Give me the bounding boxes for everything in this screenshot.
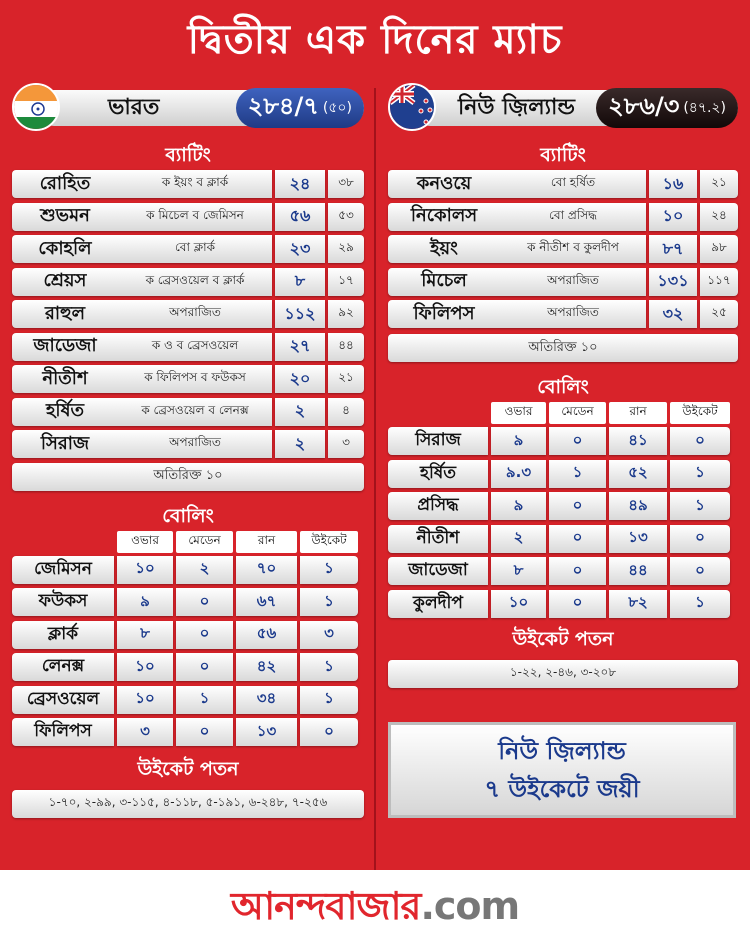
batter-name: শ্রেয়স xyxy=(43,270,87,291)
bowling-overs: ৯ xyxy=(117,588,173,616)
dismissal: অপরাজিত xyxy=(169,305,221,319)
balls: ২১ xyxy=(700,170,738,198)
batting-row xyxy=(12,170,364,198)
balls: ৯৮ xyxy=(700,235,738,263)
india-panel xyxy=(12,84,364,818)
nz-bowling-label: বোলিং xyxy=(537,376,589,398)
batting-row xyxy=(12,203,364,231)
bowling-overs: ৮ xyxy=(491,557,546,585)
bowling-runs: ৪১ xyxy=(609,427,667,455)
bowling-runs: ৭০ xyxy=(236,556,297,584)
dismissal: ক ব্রেসওয়েল ব ক্লার্ক xyxy=(145,272,245,287)
bowling-overs: ১০ xyxy=(117,556,173,584)
bowling-row xyxy=(12,718,364,746)
bowler-name: হর্ষিত xyxy=(388,460,488,488)
batter-cell xyxy=(12,235,272,263)
bowling-runs: ৬৭ xyxy=(236,588,297,616)
nz-fow: ১-২২, ২-৪৬, ৩-২০৮ xyxy=(388,660,738,688)
nz-score-badge xyxy=(596,88,738,128)
bowling-overs: ৯ xyxy=(491,492,546,520)
dismissal: ক ফিলিপস ব ফউকস xyxy=(144,370,246,384)
bowling-wickets: ০ xyxy=(670,525,730,553)
batter-name: সিরাজ xyxy=(40,432,90,454)
runs: ২৭ xyxy=(275,333,325,361)
bowling-wickets: ১ xyxy=(300,588,358,616)
dismissal: অপরাজিত xyxy=(547,305,599,319)
footer xyxy=(0,870,750,947)
india-team-header xyxy=(12,84,364,130)
bowling-row xyxy=(388,590,738,618)
bowling-wickets: ১ xyxy=(670,460,730,488)
logo-text: আনন্দবাজার xyxy=(230,883,421,928)
batter-name: কনওয়ে xyxy=(416,172,472,194)
dismissal: ক মিচেল ব জেমিসন xyxy=(146,207,244,222)
batter-name: মিচেল xyxy=(421,270,467,291)
batter-name: নিকোলস xyxy=(410,205,478,226)
balls: ২৪ xyxy=(700,203,738,231)
india-score-badge xyxy=(236,88,364,128)
bowling-row xyxy=(388,492,738,520)
india-total: ২৮৪/৭ xyxy=(247,92,319,120)
bowling-runs: ১৩ xyxy=(236,718,297,746)
bowling-row xyxy=(12,686,364,714)
runs: ৮ xyxy=(275,268,325,296)
bowling-wickets: ০ xyxy=(670,557,730,585)
balls: ২১ xyxy=(328,365,364,393)
batter-name: শুভমন xyxy=(40,205,90,226)
bowling-row xyxy=(388,525,738,553)
bowling-overs: ৯ xyxy=(491,427,546,455)
runs: ২০ xyxy=(275,365,325,393)
batting-row xyxy=(12,365,364,393)
dismissal: অপরাজিত xyxy=(169,435,221,449)
balls: ২৫ xyxy=(700,300,738,328)
balls: ৫৩ xyxy=(328,203,364,231)
bowler-name: নীতীশ xyxy=(388,525,488,553)
header-overs: ওভার xyxy=(117,531,173,553)
header-runs: রান xyxy=(609,402,667,424)
bowler-name: প্রসিদ্ধ xyxy=(388,492,488,520)
bowling-runs: ৫৬ xyxy=(236,621,297,649)
bowling-wickets: ১ xyxy=(670,590,730,618)
dismissal: অপরাজিত xyxy=(547,272,599,287)
runs: ২৪ xyxy=(275,170,325,198)
bowling-runs: ৪৯ xyxy=(609,492,667,520)
header-runs: রান xyxy=(236,531,297,553)
bowling-maidens: ০ xyxy=(549,525,606,553)
nz-flag-icon xyxy=(388,83,436,131)
batting-row xyxy=(12,235,364,263)
dismissal: ক ও ব ব্রেসওয়েল xyxy=(151,337,239,352)
match-result xyxy=(388,722,736,818)
logo-suffix: .com xyxy=(420,883,520,928)
bowling-wickets: ১ xyxy=(670,492,730,520)
india-flag-icon xyxy=(12,83,60,131)
dismissal: বো ক্লার্ক xyxy=(174,240,216,254)
batter-name: জাডেজা xyxy=(33,335,97,356)
batter-cell xyxy=(388,170,646,198)
batter-cell xyxy=(388,268,646,296)
balls: ১৭ xyxy=(328,268,364,296)
bowling-overs: ৩ xyxy=(117,718,173,746)
bowling-runs: ১৩ xyxy=(609,525,667,553)
india-fow-label: উইকেট পতন xyxy=(137,758,239,780)
bowling-maidens: ০ xyxy=(176,588,233,616)
nz-team-header xyxy=(388,84,738,130)
batter-cell xyxy=(388,300,646,328)
header-maidens: মেডেন xyxy=(176,531,233,553)
bowling-row xyxy=(12,588,364,616)
nz-total: ২৮৬/৩ xyxy=(608,92,680,120)
header-overs: ওভার xyxy=(491,402,546,424)
runs: ১৩১ xyxy=(649,268,697,296)
india-extras: অতিরিক্ত ১০ xyxy=(12,463,364,491)
bowling-overs: ২ xyxy=(491,525,546,553)
bowling-maidens: ০ xyxy=(176,653,233,681)
bowling-overs: ৯.৩ xyxy=(491,460,546,488)
balls: ২৯ xyxy=(328,235,364,263)
india-bowling-label: বোলিং xyxy=(162,504,214,527)
batting-row xyxy=(12,300,364,328)
page-title: দ্বিতীয় এক দিনের ম্যাচ xyxy=(187,16,563,63)
bowling-maidens: ০ xyxy=(549,557,606,585)
batter-cell xyxy=(388,235,646,263)
runs: ১১২ xyxy=(275,300,325,328)
result-line-2: ৭ উইকেটে জয়ী xyxy=(484,775,640,803)
bowling-overs: ১০ xyxy=(117,686,173,714)
bowling-maidens: ০ xyxy=(176,621,233,649)
nz-fow-label: উইকেট পতন xyxy=(512,627,614,650)
bowling-wickets: ০ xyxy=(670,427,730,455)
batting-row xyxy=(12,430,364,458)
balls: ৩ xyxy=(328,430,364,458)
batting-row xyxy=(388,235,738,263)
bowling-wickets: ৩ xyxy=(300,621,358,649)
bowling-row xyxy=(12,621,364,649)
bowling-maidens: ২ xyxy=(176,556,233,584)
india-batting-table xyxy=(12,170,364,458)
bowler-name: ক্লার্ক xyxy=(12,621,114,649)
bowling-runs: ৫২ xyxy=(609,460,667,488)
batter-cell xyxy=(12,430,272,458)
bowling-overs: ১০ xyxy=(491,590,546,618)
batter-cell xyxy=(12,268,272,296)
balls: ৩৮ xyxy=(328,170,364,198)
balls: ৯২ xyxy=(328,300,364,328)
bowling-wickets: ১ xyxy=(300,653,358,681)
runs: ৩২ xyxy=(649,300,697,328)
result-line-1: নিউ জ়িল্যান্ড xyxy=(498,737,626,765)
batter-cell xyxy=(388,203,646,231)
india-overs: (৫০) xyxy=(322,100,352,116)
bowler-name: ব্রেসওয়েল xyxy=(12,686,114,714)
batting-row xyxy=(388,268,738,296)
nz-batting-label: ব্যাটিং xyxy=(540,144,586,166)
bowling-maidens: ১ xyxy=(176,686,233,714)
india-team-name: ভারত xyxy=(108,95,160,120)
balls: ১১৭ xyxy=(700,268,738,296)
nz-bowling-table xyxy=(388,427,738,618)
batter-cell xyxy=(12,170,272,198)
bowling-overs: ৮ xyxy=(117,621,173,649)
batter-name: রাহুল xyxy=(44,302,86,324)
batter-name: ইয়ং xyxy=(430,237,458,259)
batter-name: ফিলিপস xyxy=(413,302,475,324)
batter-cell xyxy=(12,300,272,328)
bowler-name: লেনক্স xyxy=(12,653,114,681)
batting-row xyxy=(12,398,364,426)
bowler-name: কুলদীপ xyxy=(388,590,488,618)
bowling-wickets: ১ xyxy=(300,556,358,584)
batter-name: রোহিত xyxy=(39,172,91,194)
bowling-maidens: ০ xyxy=(549,492,606,520)
nz-team-name: নিউ জ়িল্যান্ড xyxy=(458,95,575,120)
india-bowling-table xyxy=(12,556,364,747)
runs: ২ xyxy=(275,430,325,458)
dismissal: ক ইয়ং ব ক্লার্ক xyxy=(161,175,229,189)
batting-row xyxy=(388,203,738,231)
india-batting-label: ব্যাটিং xyxy=(165,144,211,166)
batting-row xyxy=(12,268,364,296)
runs: ২ xyxy=(275,398,325,426)
bowling-row xyxy=(388,427,738,455)
header-wickets: উইকেট xyxy=(300,531,358,553)
nz-extras: অতিরিক্ত ১০ xyxy=(388,334,738,362)
bowling-maidens: ১ xyxy=(549,460,606,488)
batting-row xyxy=(388,300,738,328)
bowling-runs: ৮২ xyxy=(609,590,667,618)
runs: ১০ xyxy=(649,203,697,231)
dismissal: ক নীতীশ ব কুলদীপ xyxy=(527,240,619,254)
balls: ৪৪ xyxy=(328,333,364,361)
batter-name: নীতীশ xyxy=(42,367,88,389)
dismissal: বো প্রসিদ্ধ xyxy=(549,207,597,222)
bowling-wickets: ০ xyxy=(300,718,358,746)
bowler-name: সিরাজ xyxy=(388,427,488,455)
runs: ১৬ xyxy=(649,170,697,198)
batting-row xyxy=(12,333,364,361)
batter-name: হর্ষিত xyxy=(45,400,85,421)
runs: ২৩ xyxy=(275,235,325,263)
batting-row xyxy=(388,170,738,198)
header-wickets: উইকেট xyxy=(670,402,730,424)
dismissal: বো হর্ষিত xyxy=(550,175,596,189)
bowling-row xyxy=(12,556,364,584)
bowling-row xyxy=(12,653,364,681)
bowling-overs: ১০ xyxy=(117,653,173,681)
nz-batting-table xyxy=(388,170,738,328)
bowler-name: ফউকস xyxy=(12,588,114,616)
batter-cell xyxy=(12,365,272,393)
batter-cell xyxy=(12,333,272,361)
runs: ৫৬ xyxy=(275,203,325,231)
bowling-maidens: ০ xyxy=(176,718,233,746)
bowling-wickets: ১ xyxy=(300,686,358,714)
bowler-name: ফিলিপস xyxy=(12,718,114,746)
bowling-runs: ৪২ xyxy=(236,653,297,681)
batter-name: কোহলি xyxy=(38,237,92,259)
batter-cell xyxy=(12,398,272,426)
balls: ৪ xyxy=(328,398,364,426)
anandabazar-logo[interactable] xyxy=(231,877,519,941)
batter-cell xyxy=(12,203,272,231)
bowling-row xyxy=(388,460,738,488)
nz-bowling-header xyxy=(388,402,738,424)
bowler-name: জেমিসন xyxy=(12,556,114,584)
india-bowling-header xyxy=(12,531,364,553)
bowling-maidens: ০ xyxy=(549,427,606,455)
runs: ৮৭ xyxy=(649,235,697,263)
bowling-row xyxy=(388,557,738,585)
india-fow: ১-৭০, ২-৯৯, ৩-১১৫, ৪-১১৮, ৫-১৯১, ৬-২৪৮, ৭-২৫৬ xyxy=(12,790,364,818)
column-divider xyxy=(374,88,376,870)
header-maidens: মেডেন xyxy=(549,402,606,424)
dismissal: ক ব্রেসওয়েল ব লেনক্স xyxy=(141,402,249,417)
bowling-runs: ৩৪ xyxy=(236,686,297,714)
bowling-runs: ৪৪ xyxy=(609,557,667,585)
nz-panel xyxy=(388,84,738,688)
nz-overs: (৪৭.২) xyxy=(683,100,726,116)
bowler-name: জাডেজা xyxy=(388,557,488,585)
bowling-maidens: ০ xyxy=(549,590,606,618)
